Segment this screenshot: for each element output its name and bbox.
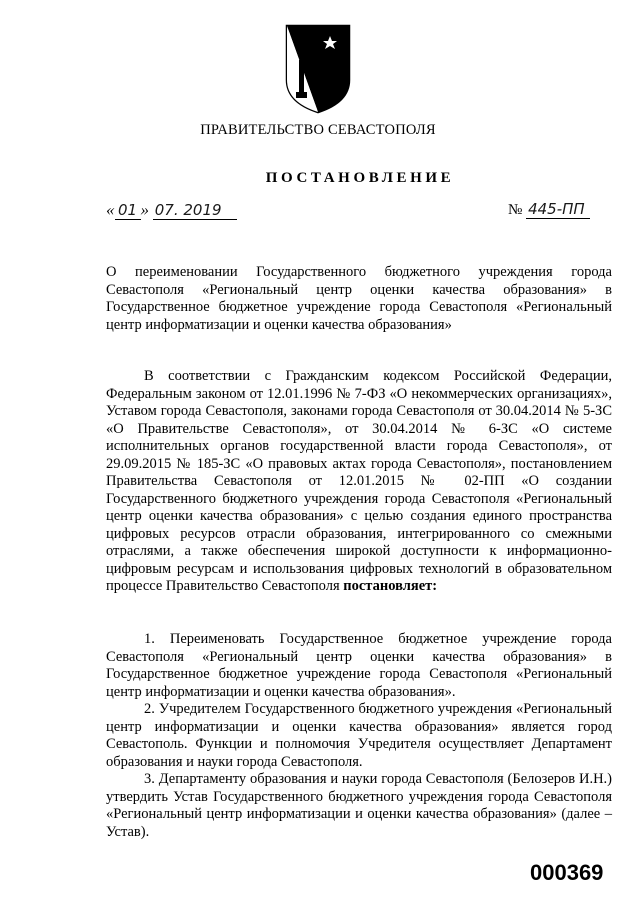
serial-number: 000369 xyxy=(530,860,604,885)
decree-item: 2. Учредителем Государственного бюджетного учреждения «Региональный центр информатизации и оценки качества образования» является город Севастополь. Функции и полномочия Учредителя осуществляет Департамент образования и науки города Севастополя. xyxy=(106,701,612,770)
date-open-quote: « xyxy=(106,200,115,219)
decree-item: 1. Переименовать Государственное бюджетное учреждение города Севастополя «Региональный центр оценки качества образования» в Государственное бюджетное учреждение города Севастополя «Региональный центр информатизации и оценки качества образования». xyxy=(106,631,612,700)
date-close-quote: » xyxy=(140,200,149,219)
date-day: 01 xyxy=(115,201,141,220)
document-type-title: ПОСТАНОВЛЕНИЕ xyxy=(265,170,455,186)
decree-subject: О переименовании Государственного бюджетного учреждения города Севастополя «Региональный центр оценки качества образования» в Государственное бюджетное учреждение города Севастополя «Региональный центр информатизации и оценки качества образования» xyxy=(106,264,612,333)
date-month-year: 07. 2019 xyxy=(153,201,237,220)
decree-items xyxy=(106,631,612,841)
coat-of-arms-icon xyxy=(283,22,353,114)
number-value: 445-ПП xyxy=(526,200,590,219)
decree-item: 3. Департаменту образования и науки города Севастополя (Белозеров И.Н.) утвердить Устав Государственного бюджетного учреждения города Севастополя «Региональный центр информатизации и оценки качества образования» (далее – Устав). xyxy=(106,771,612,840)
resolves-word: постановляет xyxy=(343,578,433,594)
government-title: ПРАВИТЕЛЬСТВО СЕВАСТОПОЛЯ xyxy=(200,122,436,138)
decree-date xyxy=(106,200,237,220)
preamble-text: В соответствии с Гражданским кодексом Российской Федерации, Федеральным законом от 12.01.1996 № 7-ФЗ «О некоммерческих организациях», Уставом города Севастополя, законами города Севастополя от 30.04.2014 № 5-ЗС «О Правительстве Севастополя», от 30.04.2014 № 6-ЗС «О системе исполнительных органов государственной власти города Севастополя», от 29.09.2015 № 185-ЗС «О правовых актах города Севастополя», постановлением Правительства Севастополя от 12.01.2015 № 02-ПП «О создании Государственного бюджетного учреждения города Севастополя «Региональный центр оценки качества образования» с целью создания единого пространства цифровых ресурсов отрасли образования, интегрированного со смежными отраслями, а также обеспечения широкой доступности к информационно-цифровым ресурсам и использования цифровых технологий в образовательном процессе Правительство Севастополя xyxy=(106,368,612,594)
preamble xyxy=(106,368,612,596)
resolves-colon: : xyxy=(432,578,438,594)
decree-number xyxy=(508,200,590,219)
number-prefix: № xyxy=(508,202,523,218)
